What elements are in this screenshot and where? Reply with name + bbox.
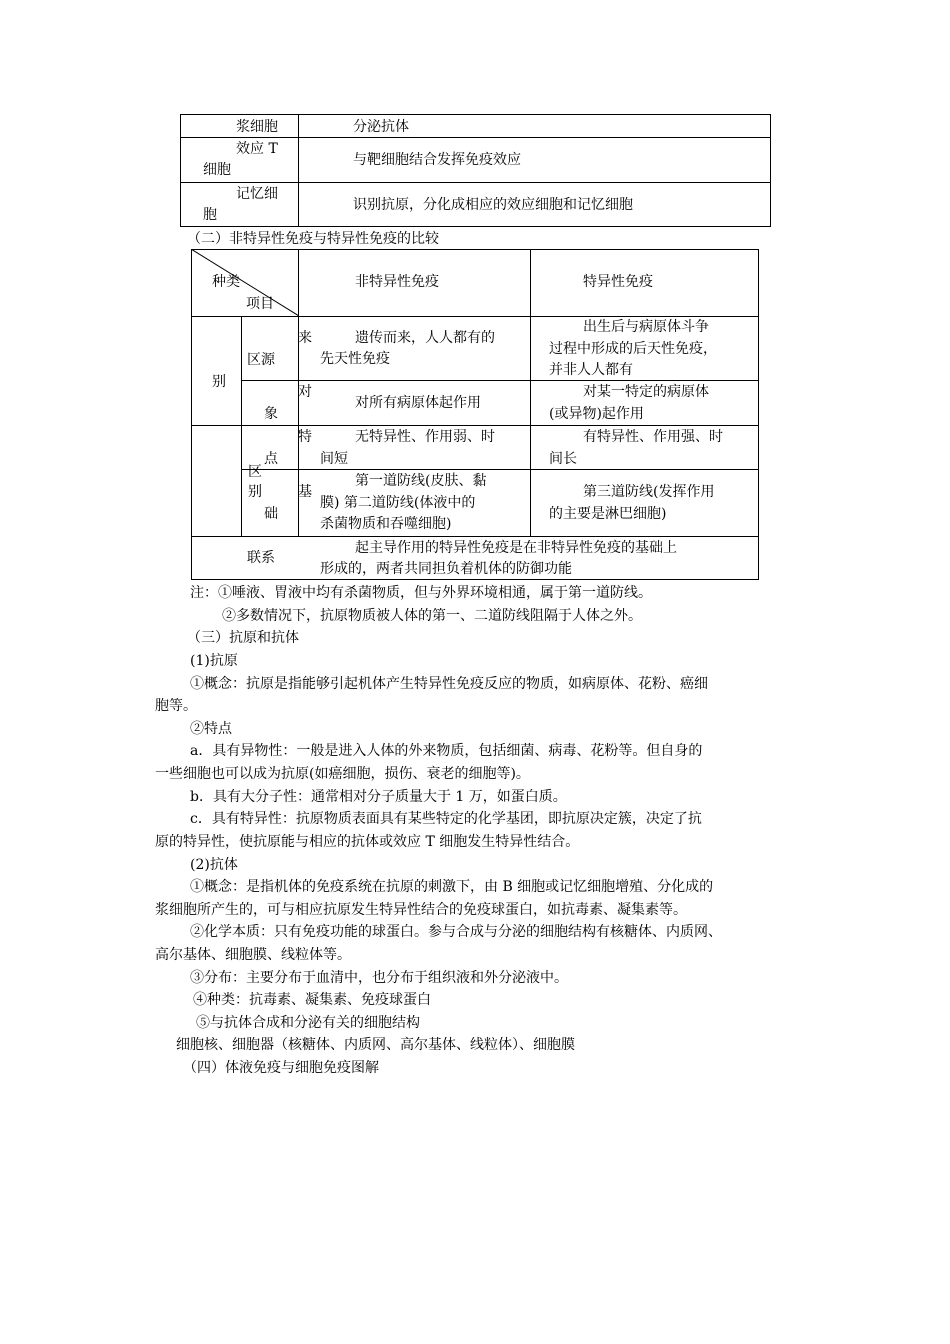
subsection-title: (2)抗体 xyxy=(190,857,238,873)
table1-divider xyxy=(298,114,299,227)
table2-divider xyxy=(241,380,759,381)
table2-cell: 形成的，两者共同担负着机体的防御功能 xyxy=(320,561,572,577)
body-line: 胞等。 xyxy=(155,698,197,714)
table1-cell-name: 细胞 xyxy=(203,162,231,178)
table2-row-label: 基 xyxy=(298,484,312,500)
table2-row-label: 特 xyxy=(298,429,312,445)
table2-divider xyxy=(530,249,531,536)
table2-divider xyxy=(191,425,759,426)
table2-cell: 膜) 第二道防线(体液中的 xyxy=(320,495,476,511)
body-line: ③分布：主要分布于血清中，也分布于组织液和外分泌液中。 xyxy=(190,970,568,986)
body-line: 一些细胞也可以成为抗原(如癌细胞，损伤、衰老的细胞等)。 xyxy=(155,766,530,782)
table1-cell-name: 胞 xyxy=(203,207,217,223)
table2-group-label: 区 xyxy=(248,464,262,480)
body-line: 细胞核、细胞器（核糖体、内质网、高尔基体、线粒体）、细胞膜 xyxy=(176,1037,575,1053)
table2-cell: 对某一特定的病原体 xyxy=(583,384,709,400)
table2-cell: 无特异性、作用弱、时 xyxy=(355,429,495,445)
table2-column-header: 特异性免疫 xyxy=(583,274,653,290)
section-title: （三）抗原和抗体 xyxy=(187,630,299,646)
body-line: 原的特异性，使抗原能与相应的抗体或效应 T 细胞发生特异性结合。 xyxy=(155,834,580,850)
table1-cell-function: 识别抗原，分化成相应的效应细胞和记忆细胞 xyxy=(353,197,633,213)
table2-row-label: 联系 xyxy=(247,550,275,566)
note-line: 注：①唾液、胃液中均有杀菌物质，但与外界环境相通，属于第一道防线。 xyxy=(190,585,652,601)
table2-row-label: 来 xyxy=(298,330,312,346)
table2-cell: 杀菌物质和吞噬细胞) xyxy=(320,516,452,532)
body-line: ①概念：是指机体的免疫系统在抗原的刺激下，由 B 细胞或记忆细胞增殖、分化成的 xyxy=(190,879,714,895)
table2-divider xyxy=(241,316,242,536)
body-line: 高尔基体、细胞膜、线粒体等。 xyxy=(155,947,351,963)
section-title: （二）非特异性免疫与特异性免疫的比较 xyxy=(187,231,439,247)
table2-cell: 第一道防线(皮肤、黏 xyxy=(355,473,487,489)
body-line: ④种类：抗毒素、凝集素、免疫球蛋白 xyxy=(193,992,431,1008)
body-line: ②化学本质：只有免疫功能的球蛋白。参与合成与分泌的细胞结构有核糖体、内质网、 xyxy=(190,924,722,940)
table2-divider xyxy=(241,469,759,470)
table2-corner-label: 项目 xyxy=(246,296,274,312)
table2-column-header: 非特异性免疫 xyxy=(355,274,439,290)
subsection-title: (1)抗原 xyxy=(190,653,238,669)
table2-row-label: 点 xyxy=(264,451,278,467)
body-line: a．具有异物性：一般是进入人体的外来物质，包括细菌、病毒、花粉等。但自身的 xyxy=(190,743,703,759)
note-line: ②多数情况下，抗原物质被人体的第一、二道防线阻隔于人体之外。 xyxy=(222,608,642,624)
body-line: ①概念：抗原是指能够引起机体产生特异性免疫反应的物质，如病原体、花粉、癌细 xyxy=(190,676,708,692)
table2-group-label: 别 xyxy=(248,484,262,500)
table2-cell: 间长 xyxy=(549,451,577,467)
table2-row-label: 础 xyxy=(264,506,278,522)
body-line: c．具有特异性：抗原物质表面具有某些特定的化学基团，即抗原决定簇，决定了抗 xyxy=(190,811,702,827)
table2-divider xyxy=(191,536,759,537)
table2-row-label: 区源 xyxy=(247,352,275,368)
table2-cell: 并非人人都有 xyxy=(549,362,633,378)
table1-divider xyxy=(180,137,771,138)
body-line: 浆细胞所产生的，可与相应抗原发生特异性结合的免疫球蛋白，如抗毒素、凝集素等。 xyxy=(155,902,687,918)
table2-cell: 第三道防线(发挥作用 xyxy=(583,484,715,500)
section-title: （四）体液免疫与细胞免疫图解 xyxy=(183,1060,379,1076)
table2-cell: (或异物)起作用 xyxy=(549,406,644,422)
table2-cell: 出生后与病原体斗争 xyxy=(583,319,709,335)
table1-cell-function: 与靶细胞结合发挥免疫效应 xyxy=(353,152,521,168)
table1-cell-name: 记忆细 xyxy=(236,186,278,202)
table2-cell: 过程中形成的后天性免疫， xyxy=(549,341,717,357)
body-line: b．具有大分子性：通常相对分子质量大于 1 万，如蛋白质。 xyxy=(190,789,567,805)
table2-cell: 的主要是淋巴细胞) xyxy=(549,506,667,522)
table2-row-label: 对 xyxy=(298,384,312,400)
body-line: ⑤与抗体合成和分泌有关的细胞结构 xyxy=(196,1015,420,1031)
table2-row-label: 象 xyxy=(264,406,278,422)
table2-cell: 遗传而来，人人都有的 xyxy=(355,330,495,346)
table2-corner-label: 种类 xyxy=(212,274,240,290)
table1-cell-name: 效应 T xyxy=(236,141,278,157)
table2-group-label: 别 xyxy=(212,374,226,390)
table1-divider xyxy=(180,182,771,183)
table1-cell-name: 浆细胞 xyxy=(236,119,278,135)
table2-cell: 起主导作用的特异性免疫是在非特异性免疫的基础上 xyxy=(355,540,677,556)
table2-cell: 先天性免疫 xyxy=(320,351,390,367)
table2-cell: 有特异性、作用强、时 xyxy=(583,429,723,445)
table2-cell: 间短 xyxy=(320,451,348,467)
corner-diagonal xyxy=(191,249,299,316)
table1-cell-function: 分泌抗体 xyxy=(353,119,409,135)
body-line: ②特点 xyxy=(190,721,232,737)
table2-cell: 对所有病原体起作用 xyxy=(355,395,481,411)
